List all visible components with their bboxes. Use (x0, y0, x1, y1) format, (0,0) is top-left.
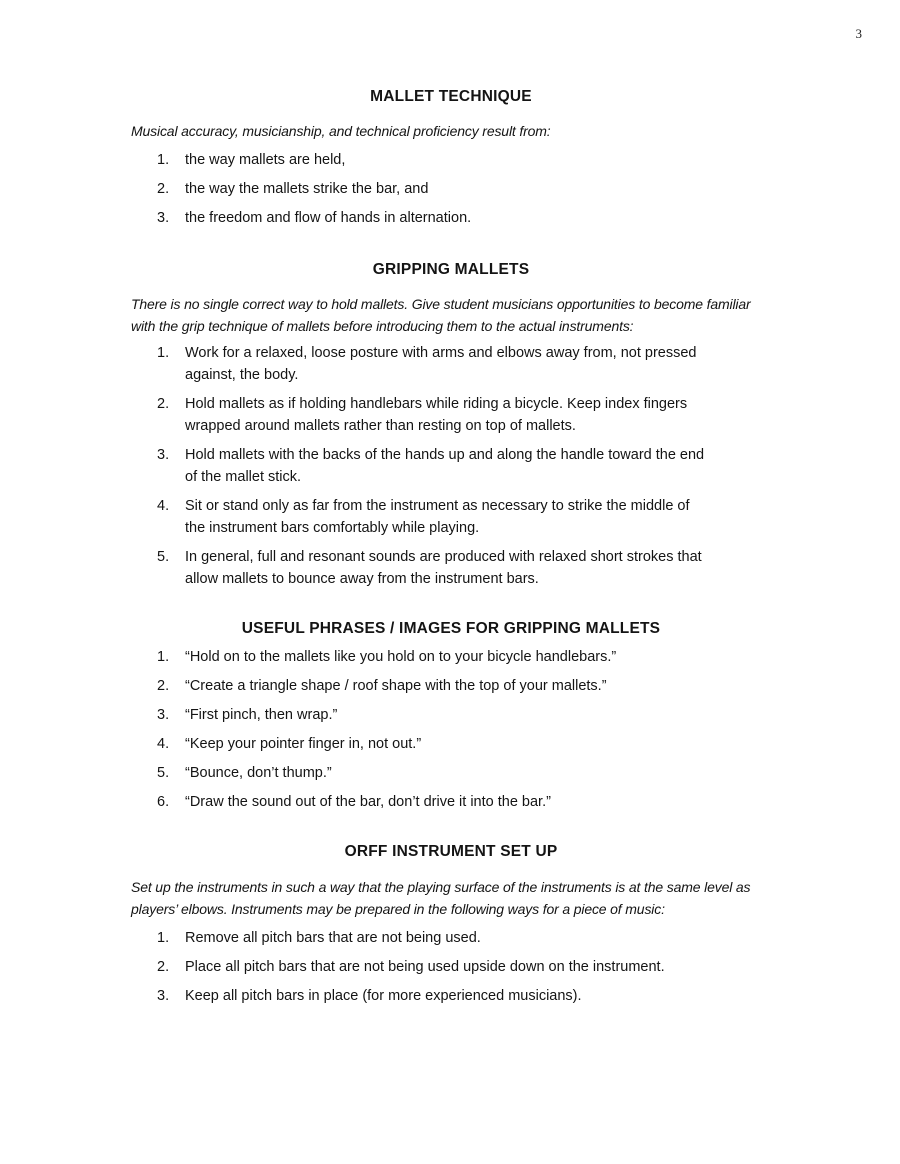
list-item (131, 985, 771, 1007)
list-item (131, 956, 771, 978)
list-number: 5. (157, 764, 170, 781)
list-text: the way mallets are held, (185, 151, 346, 168)
list-item (131, 495, 771, 539)
list-text: Sit or stand only as far from the instrument as necessary to strike the middle of the instrument bars comfortably while playing. (185, 497, 690, 536)
list-number: 1. (157, 929, 170, 946)
section-gripping-mallets (131, 259, 771, 590)
list-item (131, 733, 771, 755)
list-text: In general, full and resonant sounds are produced with relaxed short strokes that allow mallets to bounce away from the instrument bars. (185, 548, 702, 587)
section-title: GRIPPING MALLETS (372, 260, 530, 278)
list-number: 3. (157, 706, 170, 723)
list-text: the freedom and flow of hands in alternation. (185, 209, 472, 226)
list-number: 3. (157, 987, 170, 1004)
list-number: 3. (157, 209, 170, 226)
list-text: Remove all pitch bars that are not being used. (185, 929, 481, 946)
list-item (131, 546, 771, 590)
list-number: 5. (157, 548, 170, 565)
section-useful-phrases (131, 618, 771, 813)
section-intro: There is no single correct way to hold mallets. Give student musicians opportunities to become familiar with the grip technique of mallets before introducing them to the actual instruments: (131, 295, 751, 334)
list-text: Keep all pitch bars in place (for more experienced musicians). (185, 987, 582, 1004)
section-intro: Musical accuracy, musicianship, and technical proficiency result from: (131, 123, 551, 139)
list-number: 1. (157, 344, 170, 361)
list-item (131, 149, 771, 171)
list-item (131, 762, 771, 784)
section-title: ORFF INSTRUMENT SET UP (344, 842, 558, 860)
list-number: 6. (157, 793, 170, 810)
list-item (131, 444, 771, 488)
list-number: 1. (157, 648, 170, 665)
list-number: 4. (157, 735, 170, 752)
list-item (131, 207, 771, 229)
list-text: “Keep your pointer finger in, not out.” (185, 735, 422, 752)
list-text: “Bounce, don’t thump.” (185, 764, 332, 781)
section-title: USEFUL PHRASES / IMAGES FOR GRIPPING MALLETS (241, 619, 661, 637)
list-text: “Create a triangle shape / roof shape with the top of your mallets.” (185, 677, 607, 694)
numbered-list (131, 149, 771, 229)
document-body (131, 86, 771, 1014)
page-number: 3 (855, 26, 862, 41)
list-text: Place all pitch bars that are not being used upside down on the instrument. (185, 958, 665, 975)
numbered-list (131, 646, 771, 813)
list-text: “First pinch, then wrap.” (185, 706, 338, 723)
list-item (131, 704, 771, 726)
list-text: Hold mallets with the backs of the hands up and along the handle toward the end of the mallet stick. (185, 446, 705, 485)
section-intro: Set up the instruments in such a way that the playing surface of the instruments is at the same level as players’ elbows. Instruments may be prepared in the following ways for a piece of music: (131, 878, 751, 917)
list-text: “Draw the sound out of the bar, don’t drive it into the bar.” (185, 793, 551, 810)
list-number: 2. (157, 958, 170, 975)
list-item (131, 675, 771, 697)
list-item (131, 646, 771, 668)
section-orff-instrument-setup (131, 841, 771, 1007)
list-item (131, 393, 771, 437)
list-item (131, 342, 771, 386)
list-item (131, 791, 771, 813)
list-text: “Hold on to the mallets like you hold on to your bicycle handlebars.” (185, 648, 617, 665)
section-title: MALLET TECHNIQUE (370, 88, 532, 105)
list-text: the way the mallets strike the bar, and (185, 180, 429, 197)
list-item (131, 927, 771, 949)
numbered-list (131, 342, 771, 590)
list-number: 4. (157, 497, 170, 514)
list-number: 2. (157, 395, 170, 412)
list-number: 3. (157, 446, 170, 463)
numbered-list (131, 927, 771, 1007)
list-item (131, 178, 771, 200)
section-mallet-technique (131, 86, 771, 229)
list-number: 2. (157, 180, 170, 197)
list-text: Work for a relaxed, loose posture with arms and elbows away from, not pressed against, the body. (185, 344, 697, 383)
list-number: 2. (157, 677, 170, 694)
list-number: 1. (157, 151, 170, 168)
list-text: Hold mallets as if holding handlebars while riding a bicycle. Keep index fingers wrapped around mallets rather than resting on top of mallets. (185, 395, 688, 434)
